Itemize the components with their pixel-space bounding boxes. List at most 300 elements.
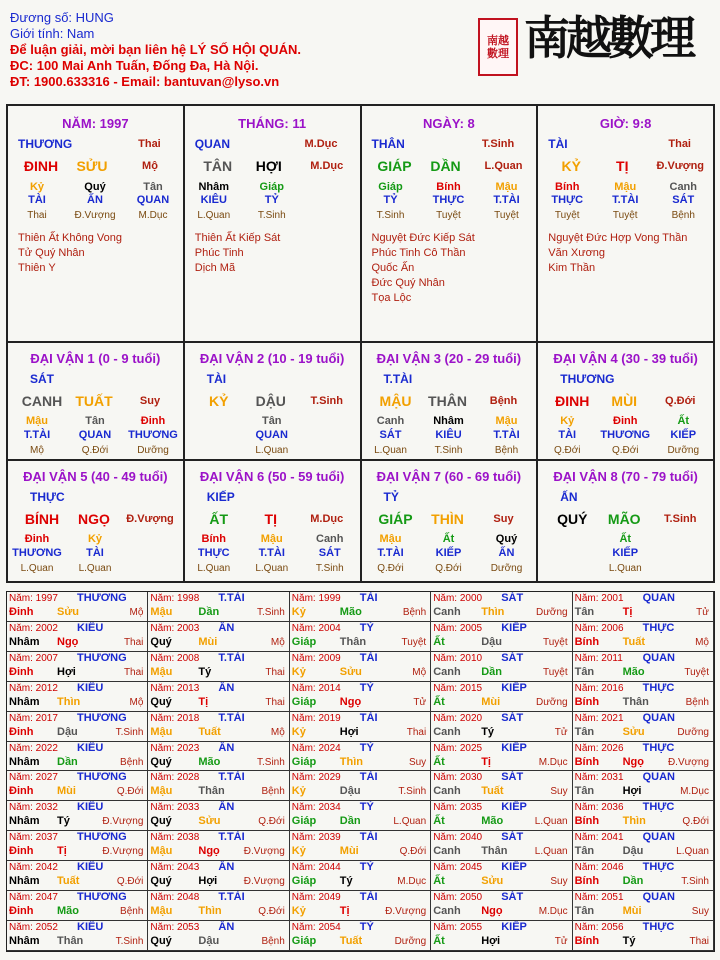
dai-van-title: ĐẠI VẬN 4 (30 - 39 tuổi) <box>553 351 698 366</box>
year-cell <box>573 831 714 861</box>
year-thap-than: QUAN <box>642 771 675 784</box>
hidden-can: Bính <box>201 533 226 545</box>
dai-van-truong-sinh: Suy <box>139 395 161 407</box>
hidden-thap-than: QUAN <box>78 429 112 441</box>
year-chi: Dần <box>339 815 361 828</box>
hidden-can: Mậu <box>379 533 402 545</box>
dai-van-truong-sinh: Q.Đới <box>665 395 696 407</box>
year-cell <box>7 831 148 861</box>
dai-van-chi: DẬU <box>255 393 286 409</box>
year-cell <box>431 682 572 712</box>
pillar-cell <box>8 106 185 343</box>
year-can: Nhâm <box>9 755 40 768</box>
year-thap-than: THƯƠNG <box>77 711 127 724</box>
year-can: Giáp <box>291 755 317 768</box>
dai-van-title: ĐẠI VẬN 1 (0 - 9 tuổi) <box>30 351 161 366</box>
gender: Giới tính: Nam <box>10 26 95 41</box>
year-label: Năm: 2049 <box>291 892 341 904</box>
hidden-truong-sinh: Q.Đới <box>553 445 581 456</box>
year-chi: Sửu <box>481 875 504 888</box>
year-cell <box>573 682 714 712</box>
year-can: Mậu <box>150 665 173 678</box>
year-can: Canh <box>433 905 461 918</box>
hidden-thap-than: ẤN <box>87 194 103 206</box>
year-can: Bính <box>574 635 600 648</box>
hidden-truong-sinh: Dưỡng <box>137 445 169 456</box>
year-thap-than: QUAN <box>642 891 675 904</box>
year-truong-sinh: Dưỡng <box>677 726 709 738</box>
year-truong-sinh: Đ.Vượng <box>102 846 144 858</box>
year-cell <box>290 831 431 861</box>
year-cell <box>431 622 572 652</box>
year-can: Nhâm <box>9 875 40 888</box>
year-can: Giáp <box>291 695 317 708</box>
year-thap-than: THƯƠNG <box>77 592 127 604</box>
year-truong-sinh: Tuyệt <box>542 636 568 648</box>
year-truong-sinh: Tuyệt <box>542 666 568 678</box>
year-cell <box>431 742 572 772</box>
dai-van-chi: TỊ <box>264 511 277 527</box>
hidden-thap-than: THƯƠNG <box>128 429 178 441</box>
year-can: Giáp <box>291 635 317 648</box>
year-truong-sinh: Đ.Vượng <box>243 876 285 888</box>
dai-van-cell <box>362 341 539 461</box>
year-chi: Thân <box>339 635 367 648</box>
year-label: Năm: 2005 <box>433 622 483 634</box>
pillar-star: Tử Quý Nhân <box>18 247 85 259</box>
year-thap-than: KIẾP <box>501 621 527 634</box>
year-cell <box>148 921 289 951</box>
hidden-truong-sinh: Bệnh <box>671 210 695 221</box>
dai-van-truong-sinh: M.Dục <box>310 513 344 525</box>
year-label: Năm: 2044 <box>291 862 341 874</box>
year-chi: Dậu <box>198 935 220 948</box>
year-truong-sinh: M.Dục <box>538 756 568 768</box>
year-label: Năm: 2030 <box>433 772 483 784</box>
year-thap-than: T.TÀI <box>218 711 245 724</box>
year-cell <box>7 742 148 772</box>
year-cell <box>148 682 289 712</box>
pillar-cell <box>362 106 539 343</box>
year-label: Năm: 2022 <box>9 742 58 754</box>
pillar-title: NGÀY: 8 <box>422 116 475 131</box>
year-chi: Thân <box>57 935 84 948</box>
hidden-thap-than: KIẾP <box>435 547 462 559</box>
year-thap-than: TỶ <box>359 741 374 754</box>
year-can: Kỷ <box>291 845 306 858</box>
year-cell <box>148 742 289 772</box>
year-label: Năm: 2036 <box>574 802 624 814</box>
year-truong-sinh: M.Dục <box>538 906 568 918</box>
seal-icon: 南越 數理 <box>478 18 518 76</box>
year-can: Mậu <box>150 606 173 618</box>
hidden-truong-sinh: T.Sinh <box>434 445 463 456</box>
year-label: Năm: 2037 <box>9 832 58 844</box>
year-label: Năm: 2011 <box>574 652 623 664</box>
year-thap-than: KIÊU <box>77 621 104 634</box>
year-cell <box>573 771 714 801</box>
year-chi: Mão <box>339 606 362 618</box>
hidden-thap-than: SÁT <box>379 429 402 441</box>
year-cell <box>148 861 289 891</box>
year-thap-than: TỶ <box>359 681 374 694</box>
pillar-star: Tọa Lộc <box>371 292 412 304</box>
dai-van-truong-sinh: T.Sinh <box>664 513 697 525</box>
year-truong-sinh: Mộ <box>412 666 427 678</box>
year-cell <box>7 622 148 652</box>
hidden-can: Nhâm <box>433 415 464 427</box>
dai-van-can: ĐINH <box>555 393 590 409</box>
year-label: Năm: 2016 <box>574 682 624 694</box>
year-chi: Ngọ <box>57 635 79 648</box>
year-label: Năm: 2032 <box>9 802 58 814</box>
pillar-truong-sinh: Đ.Vượng <box>656 160 705 172</box>
year-cell <box>573 742 714 772</box>
year-chi: Thân <box>622 695 649 708</box>
year-truong-sinh: Thai <box>123 666 144 678</box>
year-chi: Tý <box>339 875 353 888</box>
year-thap-than: QUAN <box>642 592 675 604</box>
year-thap-than: ẤN <box>218 681 235 694</box>
year-can: Kỷ <box>291 665 306 678</box>
hidden-thap-than: QUAN <box>255 429 288 441</box>
year-label: Năm: 2043 <box>150 862 200 874</box>
logo <box>478 8 710 78</box>
year-label: Năm: 2050 <box>433 892 483 904</box>
year-truong-sinh: Bệnh <box>261 786 285 798</box>
year-thap-than: TÀI <box>359 891 378 904</box>
year-chi: Tý <box>622 935 636 948</box>
year-cell <box>573 652 714 682</box>
year-truong-sinh: Tử <box>554 936 568 948</box>
year-label: Năm: 2054 <box>291 922 341 934</box>
year-chi: Tuất <box>57 875 80 888</box>
pillar-can: KỶ <box>561 158 581 174</box>
year-can: Kỷ <box>291 725 306 738</box>
hidden-truong-sinh: L.Quan <box>608 563 642 574</box>
pillar-truong-sinh: Mộ <box>142 160 158 172</box>
year-label: Năm: 2017 <box>9 712 58 724</box>
year-thap-than: T.TÀI <box>218 592 245 604</box>
dai-van-cell <box>8 459 185 583</box>
year-truong-sinh: Thai <box>123 636 144 648</box>
year-chi: Tý <box>481 725 495 738</box>
dai-van-thap-than: THỰC <box>30 490 65 504</box>
pillar-tt-right: M.Dục <box>304 138 338 150</box>
year-thap-than: SÁT <box>501 831 524 844</box>
year-thap-than: TÀI <box>359 651 378 664</box>
dai-van-thap-than: SÁT <box>30 372 54 386</box>
year-truong-sinh: T.Sinh <box>257 607 285 618</box>
year-thap-than: KIẾP <box>501 861 527 874</box>
year-thap-than: ẤN <box>218 861 235 874</box>
header-info <box>10 10 490 90</box>
dai-van-truong-sinh: Suy <box>493 513 514 525</box>
pillar-title: THÁNG: 11 <box>238 116 307 131</box>
year-can: Đinh <box>9 725 34 738</box>
address: ĐC: 100 Mai Anh Tuấn, Đống Đa, Hà Nội. <box>10 58 259 73</box>
hidden-can: Quý <box>84 181 106 193</box>
hidden-can: Kỷ <box>560 415 575 427</box>
year-label: Năm: 2006 <box>574 622 624 634</box>
year-thap-than: T.TÀI <box>218 771 245 784</box>
year-cell <box>148 771 289 801</box>
dai-van-thap-than: KIẾP <box>206 490 235 504</box>
year-chi: Tị <box>339 905 350 918</box>
year-label: Năm: 2055 <box>433 922 483 934</box>
dai-van-chi: TUẤT <box>75 393 113 409</box>
year-chi: Dậu <box>339 785 361 798</box>
pillar-star: Thiên Ất Không Vong <box>18 232 122 244</box>
year-chi: Thìn <box>57 695 81 708</box>
pillar-star: Kim Thần <box>548 262 596 274</box>
year-cell <box>290 622 431 652</box>
year-cell <box>7 861 148 891</box>
year-can: Canh <box>433 845 461 858</box>
hidden-can: Mậu <box>260 533 283 545</box>
dai-van-cell <box>8 341 185 461</box>
year-chi: Sửu <box>57 606 80 618</box>
hidden-thap-than: T.TÀI <box>23 429 51 441</box>
year-cell <box>431 861 572 891</box>
year-chi: Hợi <box>481 935 501 948</box>
year-label: Năm: 2015 <box>433 682 483 694</box>
year-chi: Hợi <box>339 725 359 738</box>
year-truong-sinh: Bệnh <box>261 936 285 948</box>
hidden-can: Bính <box>555 181 580 193</box>
pillar-can: GIÁP <box>377 158 412 174</box>
hidden-truong-sinh: Thai <box>27 210 47 221</box>
year-thap-than: TỶ <box>359 861 374 874</box>
year-truong-sinh: T.Sinh <box>115 726 144 738</box>
year-chi: Thìn <box>339 755 364 768</box>
dai-van-can: MẬU <box>379 393 412 409</box>
hidden-thap-than: ẤN <box>498 547 515 559</box>
dai-van-truong-sinh: T.Sinh <box>310 395 343 407</box>
year-chi: Mùi <box>198 635 218 648</box>
year-can: Kỷ <box>291 785 306 798</box>
year-cell <box>290 801 431 831</box>
dai-van-can: KỶ <box>209 393 229 409</box>
year-truong-sinh: L.Quan <box>534 816 568 828</box>
hidden-truong-sinh: Tuyệt <box>612 210 638 221</box>
year-can: Bính <box>574 875 600 888</box>
year-can: Canh <box>433 725 461 738</box>
hidden-truong-sinh: L.Quan <box>255 563 289 574</box>
year-chi: Dần <box>57 755 78 768</box>
pillar-cell <box>185 106 362 343</box>
year-truong-sinh: Suy <box>408 756 427 768</box>
year-can: Ất <box>433 875 445 888</box>
year-cell <box>573 801 714 831</box>
hidden-can: Đinh <box>140 415 166 427</box>
year-truong-sinh: T.Sinh <box>257 756 285 768</box>
year-can: Quý <box>150 635 172 648</box>
year-chi: Ngọ <box>622 755 644 768</box>
year-can: Quý <box>150 695 172 708</box>
year-thap-than: THỰC <box>642 621 675 634</box>
year-label: Năm: 2048 <box>150 892 200 904</box>
year-label: Năm: 2051 <box>574 892 624 904</box>
year-chi: Hợi <box>57 665 76 678</box>
year-can: Quý <box>150 875 172 888</box>
year-chi: Dần <box>481 665 502 678</box>
dai-van-can: BÍNH <box>24 511 60 527</box>
year-cell <box>148 622 289 652</box>
dai-van-thap-than: THƯƠNG <box>560 372 615 386</box>
year-cell <box>290 712 431 742</box>
hidden-truong-sinh: Tuyệt <box>554 210 580 221</box>
dai-van-cell <box>538 459 715 583</box>
year-chi: Thìn <box>481 606 505 618</box>
hidden-thap-than: T.TÀI <box>612 194 639 206</box>
year-chi: Tuất <box>481 785 504 798</box>
pillars-grid <box>6 104 715 343</box>
year-truong-sinh: Thai <box>265 666 285 678</box>
year-chi: Dần <box>622 875 644 888</box>
year-label: Năm: 2002 <box>9 622 58 634</box>
pillar-title: NĂM: 1997 <box>62 116 129 131</box>
year-cell <box>431 771 572 801</box>
year-truong-sinh: Thai <box>265 696 285 708</box>
year-label: Năm: 2033 <box>150 802 200 814</box>
year-label: Năm: 2029 <box>291 772 341 784</box>
pillar-tt-right: T.Sinh <box>481 138 515 150</box>
hidden-thap-than: THỰC <box>551 194 584 206</box>
pillar-star: Dịch Mã <box>194 262 236 274</box>
hidden-thap-than: KIẾP <box>670 429 697 441</box>
year-cell <box>7 801 148 831</box>
year-cell <box>148 592 289 622</box>
year-truong-sinh: Đ.Vượng <box>667 756 709 768</box>
year-can: Ất <box>433 815 445 828</box>
year-label: Năm: 2056 <box>574 922 624 934</box>
hidden-truong-sinh: L.Quan <box>20 563 54 574</box>
hidden-can: Kỷ <box>29 181 45 193</box>
year-label: Năm: 2001 <box>574 593 624 604</box>
year-label: Năm: 2010 <box>433 652 483 664</box>
pillar-chi: HỢI <box>255 158 282 174</box>
hidden-thap-than: T.TÀI <box>493 194 520 206</box>
year-truong-sinh: Bệnh <box>402 607 427 618</box>
year-thap-than: KIÊU <box>77 681 104 694</box>
pillar-chi: SỬU <box>76 158 108 174</box>
dai-van-title: ĐẠI VẬN 8 (70 - 79 tuổi) <box>553 469 698 484</box>
year-cell <box>148 831 289 861</box>
pillar-can: ĐINH <box>23 158 59 174</box>
year-thap-than: T.TÀI <box>218 831 245 844</box>
dai-van-truong-sinh: Đ.Vượng <box>126 513 174 525</box>
year-cell <box>290 652 431 682</box>
dai-van-title: ĐẠI VẬN 5 (40 - 49 tuổi) <box>23 469 168 484</box>
dai-van-title: ĐẠI VẬN 6 (50 - 59 tuổi) <box>199 469 345 484</box>
year-cell <box>148 801 289 831</box>
dai-van-cell <box>185 341 362 461</box>
year-truong-sinh: L.Quan <box>393 816 427 828</box>
year-thap-than: KIẾP <box>501 801 527 814</box>
year-thap-than: SÁT <box>501 592 524 604</box>
year-cell <box>290 682 431 712</box>
year-label: Năm: 1998 <box>150 593 200 604</box>
year-thap-than: QUAN <box>642 831 675 844</box>
year-chi: Mùi <box>339 845 359 858</box>
hidden-thap-than: THỰC <box>197 547 230 559</box>
hidden-truong-sinh: Tuyệt <box>494 210 519 221</box>
year-chi: Hợi <box>622 785 642 798</box>
year-thap-than: KIẾP <box>501 681 527 694</box>
hidden-can: Ất <box>442 533 455 545</box>
year-chi: Dậu <box>57 725 78 738</box>
hidden-can: Đinh <box>24 533 50 545</box>
year-label: Năm: 2039 <box>291 832 341 844</box>
year-label: Năm: 2019 <box>291 712 341 724</box>
hidden-thap-than: TÀI <box>558 429 577 441</box>
hidden-can: Mậu <box>495 415 518 427</box>
hidden-truong-sinh: Q.Đới <box>435 563 462 574</box>
hidden-thap-than: QUAN <box>136 194 170 206</box>
hidden-can: Mậu <box>495 181 518 193</box>
year-can: Bính <box>574 695 600 708</box>
hidden-can: Canh <box>316 533 344 545</box>
year-truong-sinh: Mộ <box>129 607 144 618</box>
year-label: Năm: 2046 <box>574 862 624 874</box>
year-chi: Sửu <box>198 815 221 828</box>
year-cell <box>431 592 572 622</box>
hidden-thap-than: KIẾP <box>612 547 639 559</box>
dai-van-chi: THÌN <box>431 511 464 527</box>
year-cell <box>431 652 572 682</box>
year-truong-sinh: Q.Đới <box>116 876 144 888</box>
pillar-tt-right: Thai <box>668 138 691 150</box>
year-label: Năm: 2042 <box>9 862 58 874</box>
year-truong-sinh: Tuyệt <box>401 636 427 648</box>
year-cell <box>7 921 148 951</box>
year-label: Năm: 2047 <box>9 892 58 904</box>
dai-van-thap-than: ẤN <box>560 490 578 504</box>
year-thap-than: T.TÀI <box>218 891 245 904</box>
year-cell <box>7 592 148 622</box>
year-cell <box>7 652 148 682</box>
year-label: Năm: 2007 <box>9 652 58 664</box>
year-chi: Tý <box>57 815 70 828</box>
pillar-truong-sinh: L.Quan <box>484 160 523 172</box>
year-chi: Mão <box>198 755 221 768</box>
year-can: Canh <box>433 606 461 618</box>
year-thap-than: QUAN <box>642 711 675 724</box>
year-chi: Ngọ <box>481 905 503 918</box>
dai-van-chi: MÙI <box>611 393 638 409</box>
year-truong-sinh: Đ.Vượng <box>102 816 144 828</box>
year-chi: Mùi <box>622 905 642 918</box>
year-chi: Tuất <box>622 635 645 648</box>
pillar-star: Nguyệt Đức Kiếp Sát <box>371 232 475 244</box>
year-can: Đinh <box>9 905 34 918</box>
year-can: Ất <box>433 635 445 648</box>
year-thap-than: THỰC <box>642 921 675 934</box>
year-chi: Dậu <box>481 635 502 648</box>
year-truong-sinh: Tuyệt <box>684 666 709 678</box>
hidden-thap-than: THƯƠNG <box>600 429 651 441</box>
year-thap-than: THƯƠNG <box>77 831 127 844</box>
year-truong-sinh: Dưỡng <box>394 936 427 948</box>
pillar-thap-than: QUAN <box>194 137 231 151</box>
year-can: Nhâm <box>9 935 40 948</box>
hidden-can: Bính <box>436 181 461 193</box>
year-cell <box>148 891 289 921</box>
hidden-truong-sinh: L.Quan <box>78 563 112 574</box>
dai-van-truong-sinh: Bệnh <box>489 395 518 407</box>
hidden-thap-than: KIÊU <box>200 194 227 206</box>
